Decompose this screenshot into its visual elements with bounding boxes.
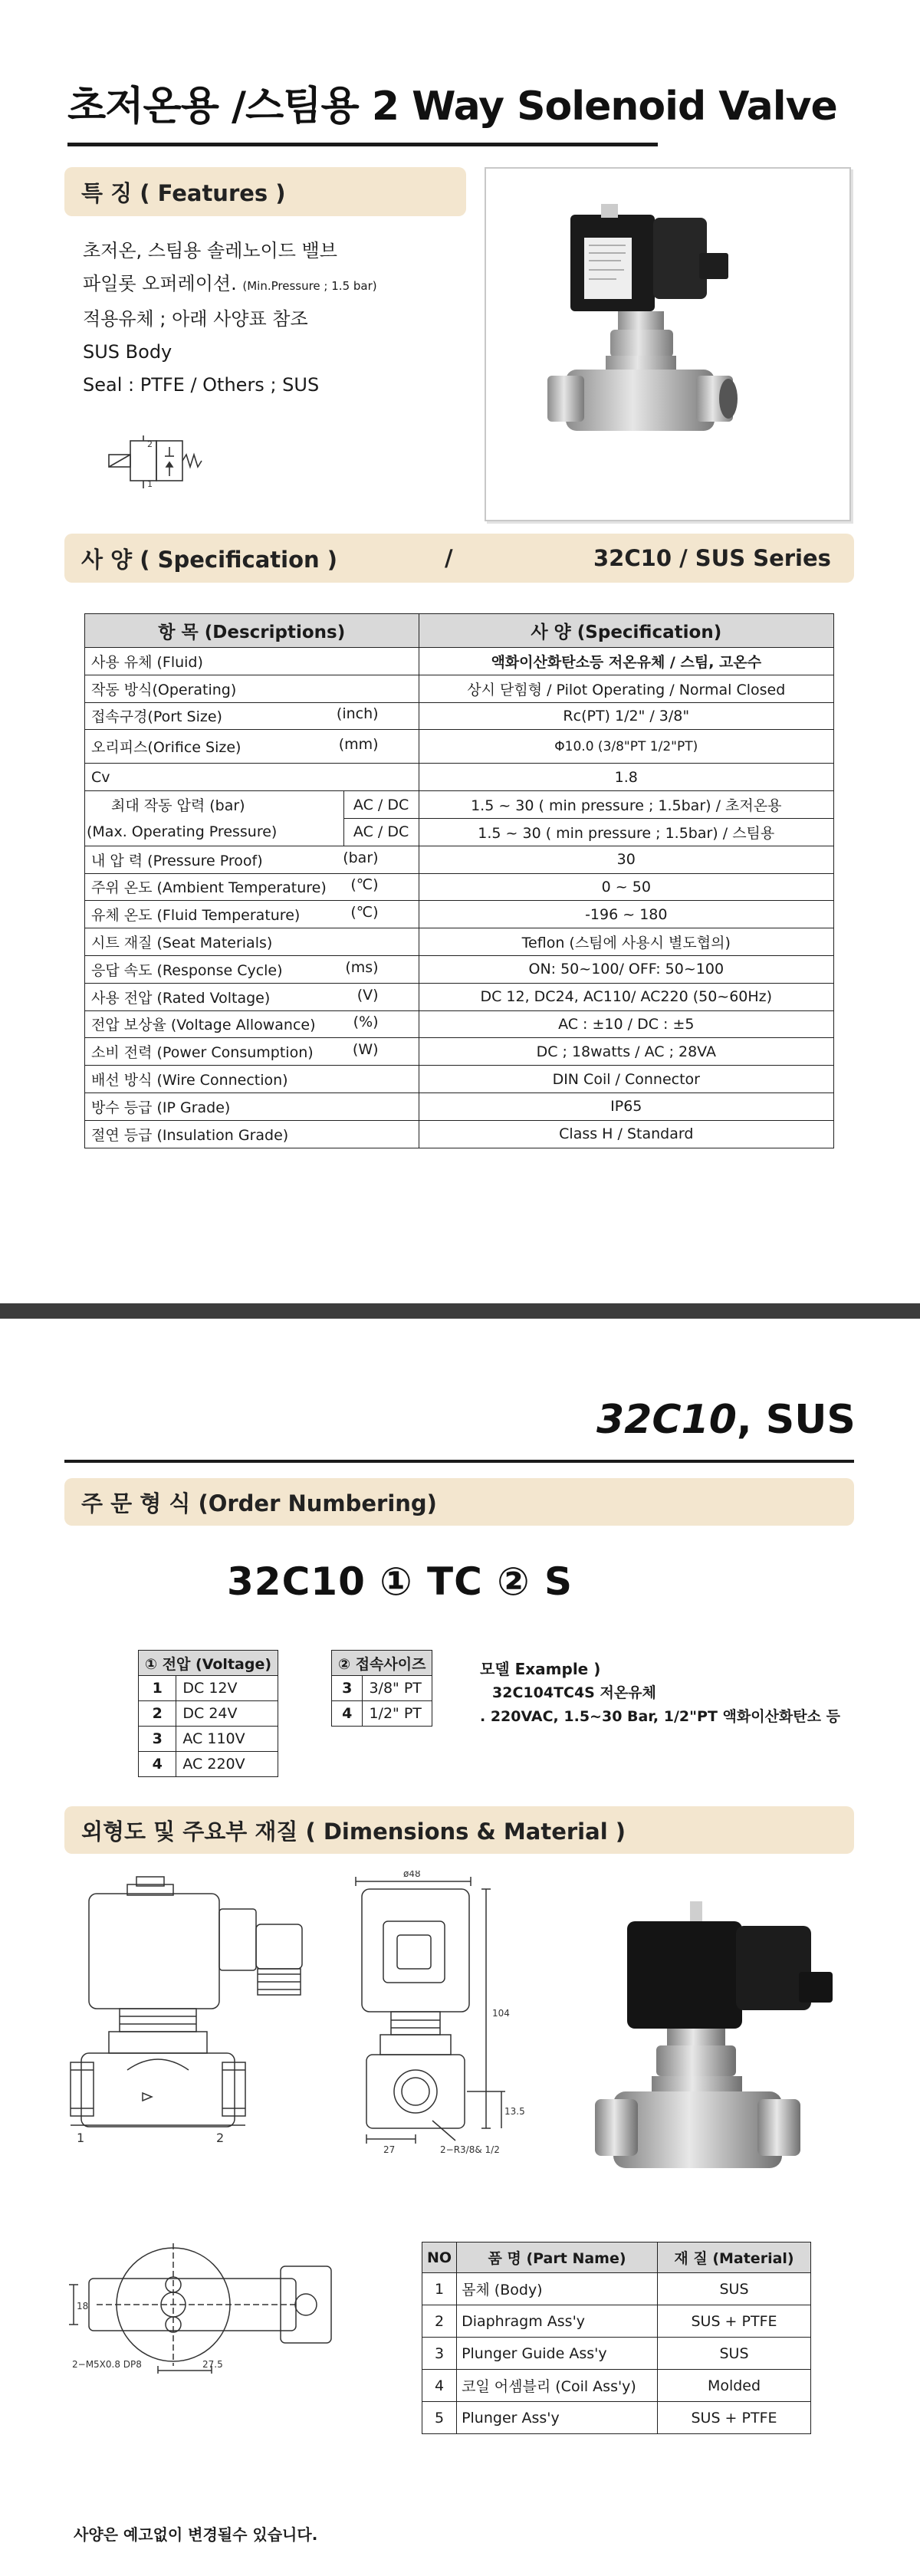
spec-value: DC ; 18watts / AC ; 28VA: [419, 1038, 833, 1066]
spec-series: 32C10 / SUS Series: [593, 545, 831, 571]
spec-value: -196 ~ 180: [419, 901, 833, 928]
parts-row: [422, 2402, 811, 2434]
option-label: DC 24V: [176, 1701, 278, 1727]
feature-item: 적용유체 ; 아래 사양표 참조: [83, 308, 308, 330]
spec-header-row: [85, 614, 834, 648]
product-photo-frame: [485, 167, 851, 521]
dim-bottom-thread-label: 2−M5X0.8 DP8: [72, 2359, 142, 2370]
spec-value: Rc(PT) 1/2" / 3/8": [419, 702, 833, 730]
pilot-note: (Min.Pressure ; 1.5 bar): [242, 279, 377, 293]
spec-row: [85, 1066, 834, 1093]
part-material: SUS + PTFE: [658, 2402, 811, 2434]
size-row: [332, 1676, 432, 1701]
option-no: 3: [139, 1727, 176, 1752]
part-no: 1: [422, 2273, 457, 2305]
spec-name: (Max. Operating Pressure): [85, 818, 344, 846]
spec-name: 작동 방식(Operating): [85, 675, 419, 702]
example-title: 모델 Example ): [480, 1660, 601, 1678]
port-size-table: [331, 1650, 432, 1727]
part-name: Plunger Ass'y: [457, 2402, 658, 2434]
spec-row: [85, 818, 834, 846]
part-material: SUS + PTFE: [658, 2305, 811, 2338]
spec-table: [84, 613, 834, 1148]
spec-name: 유체 온도 (Fluid Temperature) (℃): [85, 901, 419, 928]
part-no: 5: [422, 2402, 457, 2434]
example-code: 32C104TC4S 저온유체: [492, 1684, 656, 1701]
spec-value: IP65: [419, 1092, 833, 1120]
port-in-label: 1: [77, 2131, 85, 2145]
spec-value: 1.8: [419, 764, 833, 791]
option-no: 4: [139, 1752, 176, 1777]
dim-width-label: 27: [383, 2144, 396, 2155]
option-label: DC 12V: [176, 1676, 278, 1701]
spec-row: [85, 730, 834, 764]
features-list: [83, 235, 377, 402]
spec-value: Φ10.0 (3/8"PT 1/2"PT): [419, 730, 833, 764]
option-no: 1: [139, 1676, 176, 1701]
feature-item: 파일롯 오퍼레이션. (Min.Pressure ; 1.5 bar): [83, 273, 377, 294]
symbol-port-2: 2: [147, 439, 153, 449]
voltage-row: [139, 1752, 278, 1777]
spec-value: Class H / Standard: [419, 1120, 833, 1148]
order-example: [480, 1658, 840, 1729]
parts-row: [422, 2338, 811, 2370]
spec-row: [85, 702, 834, 730]
part-name: 몸체 (Body): [457, 2273, 658, 2305]
spec-name: 배선 방식 (Wire Connection): [85, 1066, 419, 1093]
spec-col-spec: 사 양 (Specification): [419, 614, 833, 648]
spec-name: 사용 전압 (Rated Voltage) (V): [85, 983, 419, 1010]
spec-mode: AC / DC: [343, 818, 419, 846]
front-view-drawing-icon: [66, 1871, 319, 2208]
features-heading: 특 징 ( Features ): [64, 167, 466, 216]
spec-row: [85, 928, 834, 956]
spec-row: [85, 675, 834, 702]
spec-name: 응답 속도 (Response Cycle) (ms): [85, 955, 419, 983]
side-view-drawing-icon: [340, 1871, 570, 2208]
spec-row: [85, 901, 834, 928]
spec-heading-slash: /: [445, 545, 453, 571]
feature-item: 초저온, 스팀용 솔레노이드 밸브: [83, 240, 337, 261]
model-heading: 32C10, SUS: [596, 1397, 856, 1443]
voltage-row: [139, 1676, 278, 1701]
size-row: [332, 1701, 432, 1727]
parts-row: [422, 2305, 811, 2338]
spec-name: 최대 작동 압력 (bar): [85, 791, 344, 819]
spec-name: 소비 전력 (Power Consumption) (W): [85, 1038, 419, 1066]
option-label: 1/2" PT: [363, 1701, 432, 1727]
model-underline: [64, 1460, 854, 1463]
spec-mode: AC / DC: [343, 791, 419, 819]
product-photo-icon: [486, 169, 849, 520]
product-photo-2-icon: [590, 1895, 851, 2202]
parts-table: [422, 2242, 811, 2434]
spec-value: 1.5 ~ 30 ( min pressure ; 1.5bar) / 스팀용: [419, 818, 833, 846]
port-size-table-header: ② 접속사이즈: [332, 1651, 432, 1676]
dim-bottom-width-label: 27.5: [202, 2359, 223, 2370]
spec-name: 사용 유체 (Fluid): [85, 648, 419, 675]
symbol-port-1: 1: [147, 479, 153, 489]
spec-name: 접속구경(Port Size) (inch): [85, 702, 419, 730]
valve-symbol-icon: [100, 433, 215, 495]
spec-row: [85, 1010, 834, 1038]
spec-heading-label: 사 양 ( Specification ): [81, 546, 337, 573]
part-material: Molded: [658, 2370, 811, 2402]
spec-row: [85, 1038, 834, 1066]
parts-header-row: [422, 2242, 811, 2273]
spec-value: 0 ~ 50: [419, 873, 833, 901]
page-title: 초저온용 /스팀용 2 Way Solenoid Valve: [67, 84, 837, 130]
dim-bottom-h-label: 18: [77, 2301, 89, 2312]
voltage-table-header: ① 전압 (Voltage): [139, 1651, 278, 1676]
spec-value: DC 12, DC24, AC110/ AC220 (50~60Hz): [419, 983, 833, 1010]
spec-name: 내 압 력 (Pressure Proof) (bar): [85, 846, 419, 873]
spec-heading: [64, 534, 854, 583]
spec-row: [85, 983, 834, 1010]
spec-row: [85, 1092, 834, 1120]
option-label: 3/8" PT: [363, 1676, 432, 1701]
part-no: 4: [422, 2370, 457, 2402]
spec-col-desc: 항 목 (Descriptions): [85, 614, 419, 648]
spec-value: 1.5 ~ 30 ( min pressure ; 1.5bar) / 초저온용: [419, 791, 833, 819]
voltage-row: [139, 1727, 278, 1752]
dim-height-label: 104: [492, 2008, 510, 2019]
option-no: 3: [332, 1676, 363, 1701]
spec-row: [85, 955, 834, 983]
spec-value: 상시 닫힘형 / Pilot Operating / Normal Closed: [419, 675, 833, 702]
part-material: SUS: [658, 2273, 811, 2305]
spec-value: DIN Coil / Connector: [419, 1066, 833, 1093]
parts-col-material: 재 질 (Material): [658, 2242, 811, 2273]
spec-name: 절연 등급 (Insulation Grade): [85, 1120, 419, 1148]
part-no: 3: [422, 2338, 457, 2370]
spec-row: [85, 846, 834, 873]
order-code: 32C10 ① TC ② S: [227, 1559, 573, 1604]
spec-row: [85, 648, 834, 675]
spec-row: [85, 764, 834, 791]
part-name: Diaphragm Ass'y: [457, 2305, 658, 2338]
spec-value: 액화이산화탄소등 저온유체 / 스팀, 고온수: [419, 648, 833, 675]
spec-value: Teflon (스팀에 사용시 별도협의): [419, 928, 833, 956]
spec-row: [85, 1120, 834, 1148]
example-desc: . 220VAC, 1.5~30 Bar, 1/2"PT 액화이산화탄소 등: [480, 1708, 840, 1725]
dimensions-heading: 외형도 및 주요부 재질 ( Dimensions & Material ): [64, 1806, 854, 1854]
section-divider: [0, 1303, 920, 1319]
title-underline: [67, 143, 658, 146]
order-heading: 주 문 형 식 (Order Numbering): [64, 1478, 854, 1526]
part-material: SUS: [658, 2338, 811, 2370]
spec-row: [85, 873, 834, 901]
port-out-label: 2: [216, 2131, 225, 2145]
dim-diameter-label: ø48: [403, 1871, 421, 1879]
spec-name: 오리피스(Orifice Size) (mm): [85, 730, 419, 764]
parts-row: [422, 2273, 811, 2305]
option-no: 4: [332, 1701, 363, 1727]
spec-name: Cv: [85, 764, 419, 791]
dim-small-height-label: 13.5: [504, 2106, 525, 2117]
spec-row: [85, 791, 834, 819]
option-label: AC 220V: [176, 1752, 278, 1777]
part-name: Plunger Guide Ass'y: [457, 2338, 658, 2370]
option-no: 2: [139, 1701, 176, 1727]
parts-col-name: 품 명 (Part Name): [457, 2242, 658, 2273]
spec-value: AC : ±10 / DC : ±5: [419, 1010, 833, 1038]
spec-name: 방수 등급 (IP Grade): [85, 1092, 419, 1120]
feature-item: Seal : PTFE / Others ; SUS: [83, 374, 320, 396]
spec-name: 전압 보상율 (Voltage Allowance) (%): [85, 1010, 419, 1038]
spec-name: 시트 재질 (Seat Materials): [85, 928, 419, 956]
parts-row: [422, 2370, 811, 2402]
spec-name: 주위 온도 (Ambient Temperature) (℃): [85, 873, 419, 901]
spec-value: ON: 50~100/ OFF: 50~100: [419, 955, 833, 983]
parts-col-no: NO: [422, 2242, 457, 2273]
option-label: AC 110V: [176, 1727, 278, 1752]
footnote: 사양은 예고없이 변경될수 있습니다.: [74, 2525, 318, 2544]
voltage-table: [138, 1650, 278, 1777]
bottom-view-drawing-icon: [66, 2220, 373, 2374]
part-no: 2: [422, 2305, 457, 2338]
spec-value: 30: [419, 846, 833, 873]
feature-item: SUS Body: [83, 341, 172, 363]
dim-thread-label: 2−R3/8& 1/2: [440, 2144, 500, 2155]
part-name: 코일 어셈블리 (Coil Ass'y): [457, 2370, 658, 2402]
voltage-row: [139, 1701, 278, 1727]
